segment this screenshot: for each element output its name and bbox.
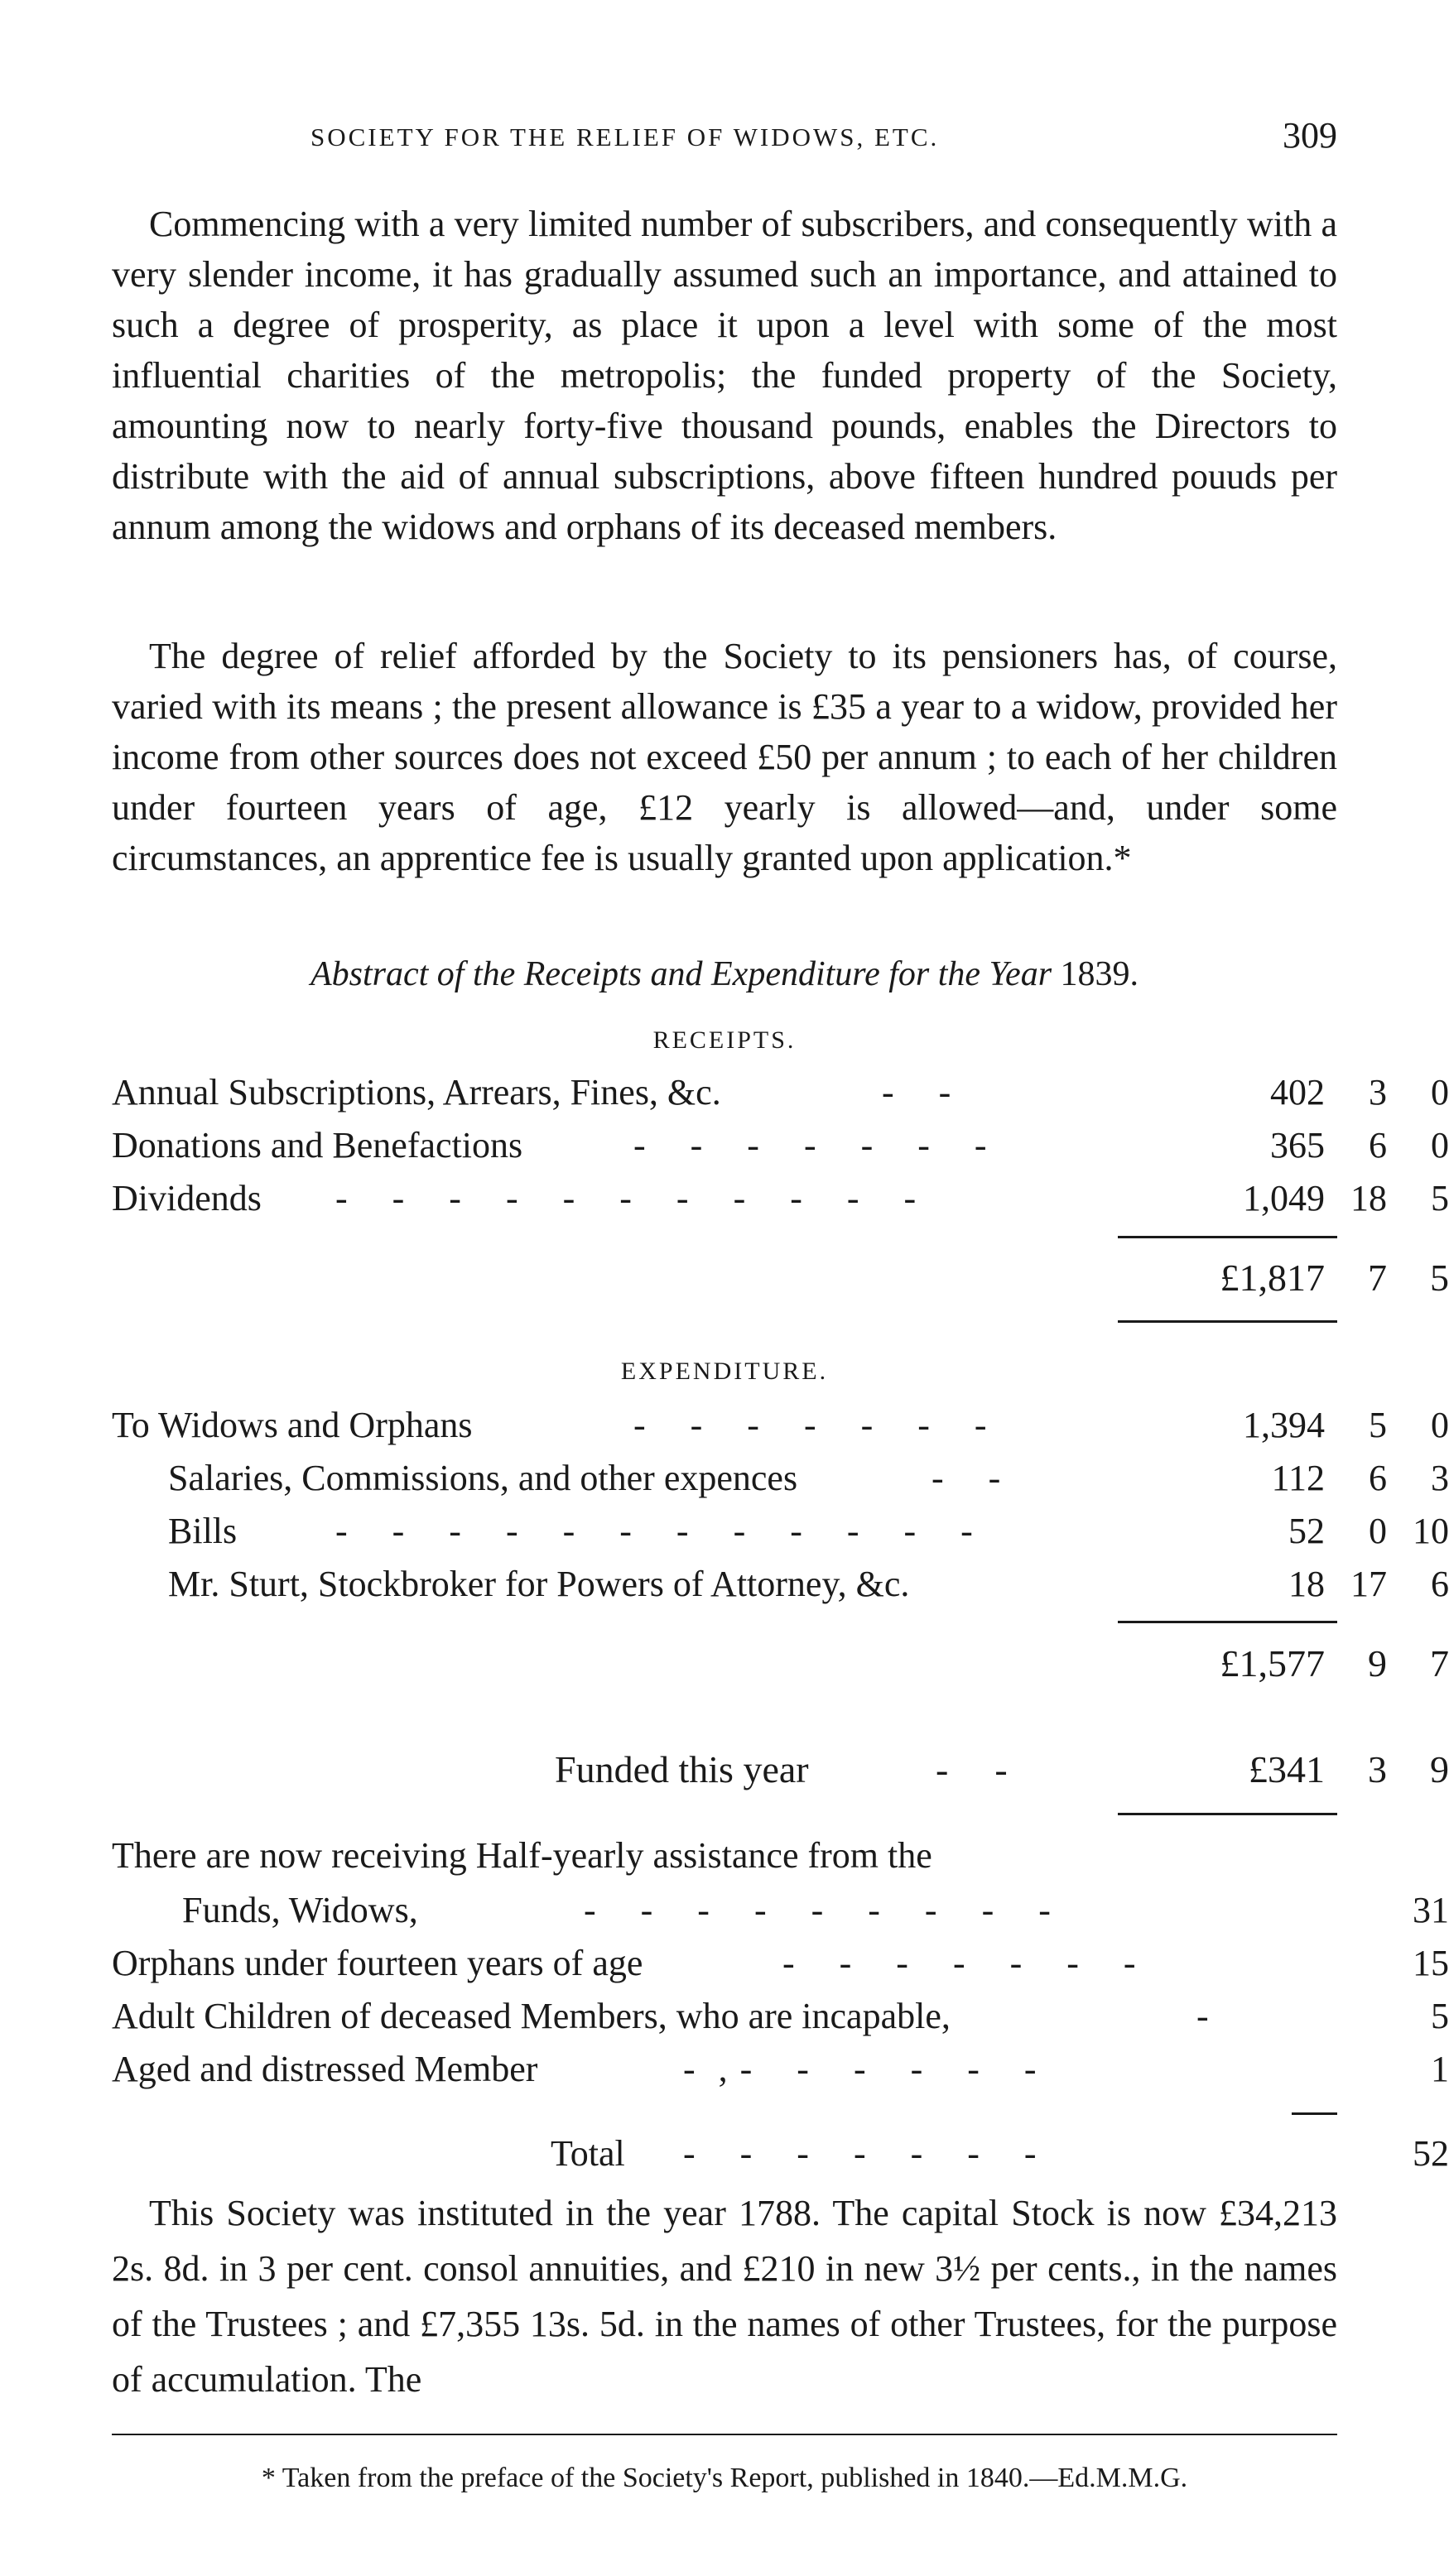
row-leader: - <box>1196 1996 1211 2036</box>
funded-pounds: £341 <box>1249 1748 1325 1790</box>
pounds-cell: 52 <box>1288 1511 1325 1551</box>
expenditure-row <box>112 1452 1449 1505</box>
pence-cell: 3 <box>1431 1458 1449 1498</box>
funded-pence: 9 <box>1430 1748 1449 1790</box>
count-cell: 31 <box>1413 1890 1449 1930</box>
abstract-caption <box>112 954 1337 994</box>
expenditure-total-shillings: 9 <box>1368 1642 1387 1684</box>
shillings-cell: 3 <box>1369 1072 1387 1113</box>
receipts-close-rule <box>1118 1320 1337 1323</box>
pence-cell: 6 <box>1431 1564 1449 1604</box>
assistance-total-count: 52 <box>1413 2133 1449 2174</box>
expenditure-total-pence: 7 <box>1430 1642 1449 1684</box>
shillings-cell: 5 <box>1369 1405 1387 1445</box>
row-leader: - - - - - - - - - <box>584 1890 1052 1930</box>
closing-paragraph <box>112 2185 1337 2407</box>
funded-shillings: 3 <box>1368 1748 1387 1790</box>
count-cell: 5 <box>1431 1996 1449 2036</box>
row-leader: - - - - - - - - - - - - <box>335 1511 975 1551</box>
paragraph-text: Commencing with a very limited number of subscribers, and consequently with a very slender income, it has gradually assumed such an importance, and attained to such a degree of prosperity, as place it upon a level with some of the most influential charities of the metropolis; the funded property of the Society, amounting now to nearly forty-five thousand pounds, enables the Directors to distribute with the aid of annual subscriptions, above fifteen hundred pouuds per annum among the widows and orphans of its deceased members. <box>112 204 1337 547</box>
row-label: Mr. Sturt, Stockbroker for Powers of Attorney, &c. <box>168 1564 910 1604</box>
pounds-cell: 1,049 <box>1243 1178 1325 1218</box>
receipts-total-pounds: £1,817 <box>1220 1257 1325 1299</box>
funded-row <box>112 1743 1449 1796</box>
footnote-rule <box>112 2434 1337 2435</box>
assistance-total-leader: - - - - - - - <box>683 2133 1038 2174</box>
pence-cell: 0 <box>1431 1072 1449 1113</box>
funded-rule <box>1118 1813 1337 1815</box>
abstract-caption-italic: Abstract of the Receipts and Expenditure for the Year <box>310 955 1052 993</box>
row-label: Dividends <box>112 1178 262 1218</box>
expenditure-sum-rule <box>1118 1621 1337 1623</box>
expenditure-row <box>112 1505 1449 1558</box>
pounds-cell: 112 <box>1271 1458 1325 1498</box>
receipts-heading: RECEIPTS. <box>652 1026 797 1054</box>
pence-cell: 0 <box>1431 1405 1449 1445</box>
row-leader: - , - - - - - - <box>683 2049 1038 2089</box>
pence-cell: 0 <box>1431 1125 1449 1165</box>
receipts-row <box>112 1066 1449 1119</box>
row-leader: - - <box>932 1458 1003 1498</box>
paragraph-text: The degree of relief afforded by the Society to its pensioners has, of course, varied with its means ; the present allowance is £35 a year to a widow, provided her income from other sources does not exceed £50 per annum ; to each of her children under fourteen years of age, £12 yearly is allowed—and, under some circumstances, an apprentice fee is usually granted upon application.* <box>112 636 1337 878</box>
shillings-cell: 0 <box>1369 1511 1387 1551</box>
row-leader: - - <box>882 1072 953 1113</box>
row-label: Orphans under fourteen years of age <box>112 1943 643 1983</box>
shillings-cell: 18 <box>1350 1178 1387 1218</box>
assistance-row <box>112 1937 1449 1990</box>
row-leader: - - - - - - - <box>782 1943 1138 1983</box>
assistance-total-row <box>112 2127 1449 2180</box>
pounds-cell: 1,394 <box>1243 1405 1325 1445</box>
paragraph-1 <box>112 199 1337 552</box>
row-leader: - - - - - - - <box>633 1125 989 1165</box>
paragraph-text: This Society was instituted in the year 1788. The capital Stock is now £34,213 2s. 8d. in 3 per cent. consol annuities, and £210 in new 3½ per cents., in the names of the Trustees ; and £7,355 13s. 5d. in the names of other Trustees, for the purpose of accumulation. The <box>112 2193 1337 2400</box>
expenditure-heading: EXPENDITURE. <box>620 1358 829 1385</box>
row-label: To Widows and Orphans <box>112 1405 473 1445</box>
row-label: Annual Subscriptions, Arrears, Fines, &c. <box>112 1072 721 1113</box>
assistance-row <box>112 1990 1449 2043</box>
pounds-cell: 18 <box>1288 1564 1325 1604</box>
abstract-caption-year: 1839. <box>1060 955 1139 993</box>
row-leader: - - - - - - - <box>633 1405 989 1445</box>
pounds-cell: 402 <box>1270 1072 1325 1113</box>
running-head: SOCIETY FOR THE RELIEF OF WIDOWS, ETC. <box>310 123 940 151</box>
pounds-cell: 365 <box>1270 1125 1325 1165</box>
footnote: * Taken from the preface of the Society's Report, published in 1840.—Ed.M.M.G. <box>261 2463 1188 2493</box>
receipts-total-shillings: 7 <box>1368 1257 1387 1299</box>
receipts-total-row <box>112 1252 1449 1305</box>
row-label: Funds, Widows, <box>182 1890 418 1930</box>
count-cell: 1 <box>1431 2049 1449 2089</box>
page-number: 309 <box>1283 115 1337 156</box>
funded-leader: - - <box>936 1748 1009 1790</box>
row-label: Salaries, Commissions, and other expences <box>168 1458 798 1498</box>
shillings-cell: 6 <box>1369 1458 1387 1498</box>
assistance-total-label: Total <box>551 2133 625 2174</box>
receipts-row <box>112 1119 1449 1172</box>
paragraph-2 <box>112 631 1337 883</box>
pence-cell: 5 <box>1431 1178 1449 1218</box>
assistance-row <box>112 2043 1449 2096</box>
assistance-intro <box>112 1829 1337 1882</box>
assistance-row <box>112 1884 1449 1937</box>
row-label: Adult Children of deceased Members, who are incapable, <box>112 1996 951 2036</box>
expenditure-total-row <box>112 1637 1449 1690</box>
pence-cell: 10 <box>1413 1511 1449 1551</box>
receipts-sum-rule <box>1118 1236 1337 1238</box>
receipts-total-pence: 5 <box>1430 1257 1449 1299</box>
count-cell: 15 <box>1413 1943 1449 1983</box>
page-header <box>112 114 1337 164</box>
shillings-cell: 6 <box>1369 1125 1387 1165</box>
row-label: Aged and distressed Member <box>112 2049 538 2089</box>
row-leader: - - - - - - - - - - - <box>335 1178 918 1218</box>
assistance-sum-rule <box>1292 2112 1337 2115</box>
receipts-row <box>112 1172 1449 1225</box>
funded-label: Funded this year <box>555 1748 809 1790</box>
row-label: Bills <box>168 1511 238 1551</box>
assistance-intro-text: There are now receiving Half-yearly assistance from the <box>112 1835 932 1876</box>
expenditure-total-pounds: £1,577 <box>1220 1642 1325 1684</box>
shillings-cell: 17 <box>1350 1564 1387 1604</box>
row-label: Donations and Benefactions <box>112 1125 523 1165</box>
expenditure-row <box>112 1399 1449 1452</box>
expenditure-row <box>112 1558 1449 1611</box>
